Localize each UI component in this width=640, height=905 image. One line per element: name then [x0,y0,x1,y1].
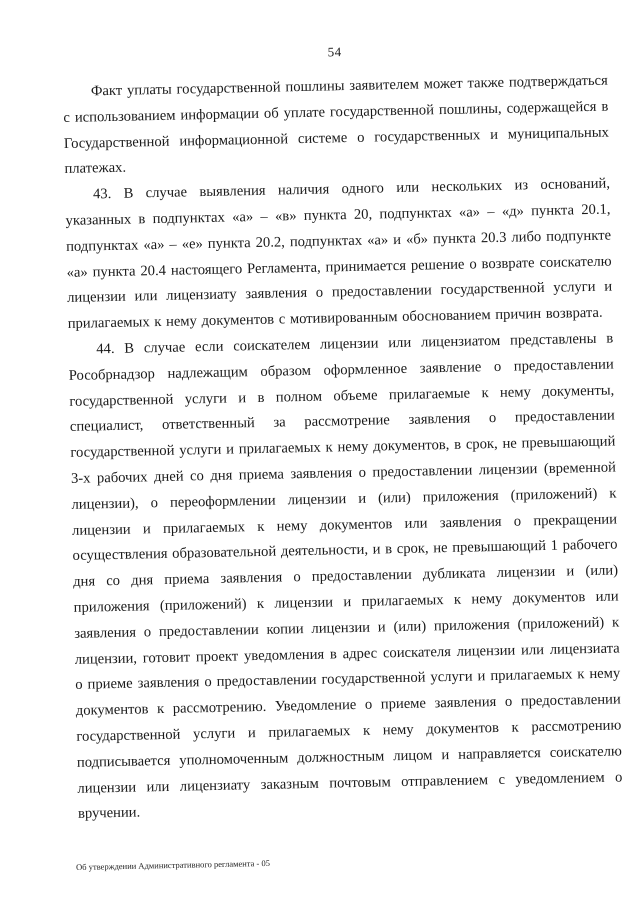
paragraph-fee-payment: Факт уплаты государственной пошлины заявителем может также подтверждаться с использованием информации об уплате государственной пошлины, содержащейся в Государственной информационной системе о государственных и муниципальных платежах. [63,72,610,178]
paragraph-44: 44. В случае если соискателем лицензии или лицензиатом представлены в Рособрнадзор надлежащим образом оформленное заявление о предоставлении государственной услуги и в полном объеме прилагаемые к нему документы, специалист, ответственный за рассмотрение заявления о предоставлении государственной услуги и прилагаемых к нему документов, в срок, не превышающий 3-х рабочих дней со дня приема заявления о предоставлении лицензии (временной лицензии), о переоформлении лицензии и (или) приложения (приложений) к лицензии и прилагаемых к нему документов или заявления о прекращении осуществления образовательной деятельности, и в срок, не превышающий 1 рабочего дня со дня приема заявления о предоставлении дубликата лицензии и (или) приложения (приложений) к лицензии и прилагаемых к нему документов или заявления о предоставлении копии лицензии и (или) приложения (приложений) к лицензии, готовит проект уведомления в адрес соискателя лицензии или лицензиата о приеме заявления о предоставлении государственной услуги и прилагаемых к нему документов к рассмотрению. Уведомление о приеме заявления о предоставлении государственной услуги и прилагаемых к нему документов к рассмотрению подписывается уполномоченным должностным лицом и направляется соискателю лицензии или лицензиату заказным почтовым отправлением с уведомлением о вручении. [68,330,623,823]
page-footer: Об утверждении Административного регламента - 05 [76,857,271,872]
page-number: 54 [327,44,342,60]
page-content [62,39,623,828]
paragraph-43: 43. В случае выявления наличия одного или нескольких из оснований, указанных в подпунктах «а» – «в» пункта 20, подпунктах «а» – «д» пункта 20.1, подпунктах «а» – «е» пункта 20.2, подпунктах «а» и «б» пункта 20.3 либо подпункте «а» пункта 20.4 настоящего Регламента, принимается решение о возврате соискателю лицензии или лицензиату заявления о предоставлении государственной услуги и прилагаемых к нему документов с мотивированным обоснованием причин возврата. [65,175,613,333]
